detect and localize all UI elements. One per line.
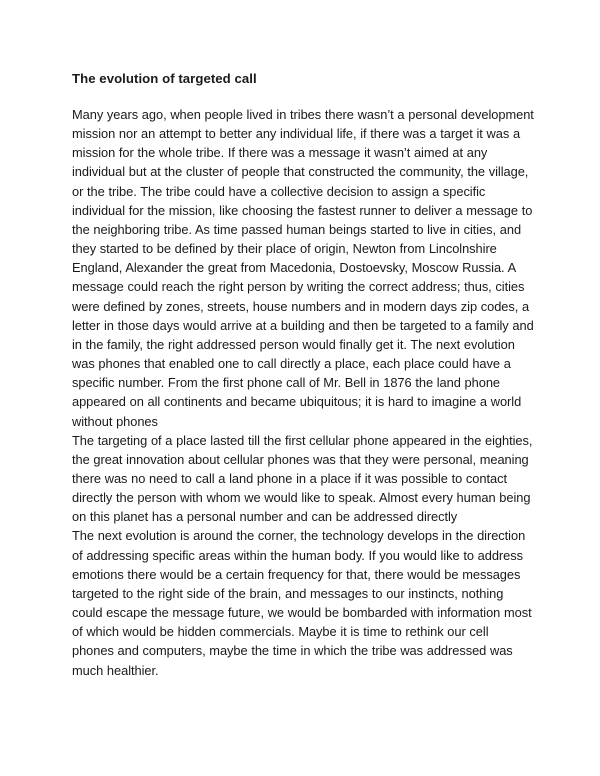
paragraph-1: Many years ago, when people lived in tribes there wasn’t a personal development mission nor an attempt to better any individual life, if there was a target it was a mission for the whole tribe. If there was a message it wasn’t aimed at any individual but at the cluster of people that constructed the community, the village, or the tribe. The tribe could have a collective decision to assign a specific individual for the mission, like choosing the fastest runner to deliver a message to the neighboring tribe. As time passed human beings started to live in cities, and they started to be defined by their place of origin, Newton from Lincolnshire England, Alexander the great from Macedonia, Dostoevsky, Moscow Russia. A message could reach the right person by writing the correct address; thus, cities were defined by zones, streets, house numbers and in modern days zip codes, a letter in those days would arrive at a building and then be targeted to a family and in the family, the right addressed person would finally get it. The next evolution was phones that enabled one to call directly a place, each place could have a specific number. From the first phone call of Mr. Bell in 1876 the land phone appeared on all continents and became ubiquitous; it is hard to imagine a world without phones bbox=[72, 107, 534, 429]
document-body bbox=[72, 70, 534, 680]
paragraph-2: The targeting of a place lasted till the first cellular phone appeared in the eighties, the great innovation about cellular phones was that they were personal, meaning there was no need to call a land phone in a place if it was possible to contact directly the person with whom we would like to speak. Almost every human being on this planet has a personal number and can be addressed directly bbox=[72, 432, 533, 525]
document-title: The evolution of targeted call bbox=[72, 71, 257, 86]
paragraph-3: The next evolution is around the corner, the technology develops in the direction of addressing specific areas within the human body. If you would like to address emotions there would be a certain frequency for that, there would be messages targeted to the right side of the brain, and messages to our instincts, nothing could escape the message future, we would be bombarded with information most of which would be hidden commercials. Maybe it is time to rethink our cell phones and computers, maybe the time in which the tribe was addressed was much healthier. bbox=[72, 528, 532, 678]
